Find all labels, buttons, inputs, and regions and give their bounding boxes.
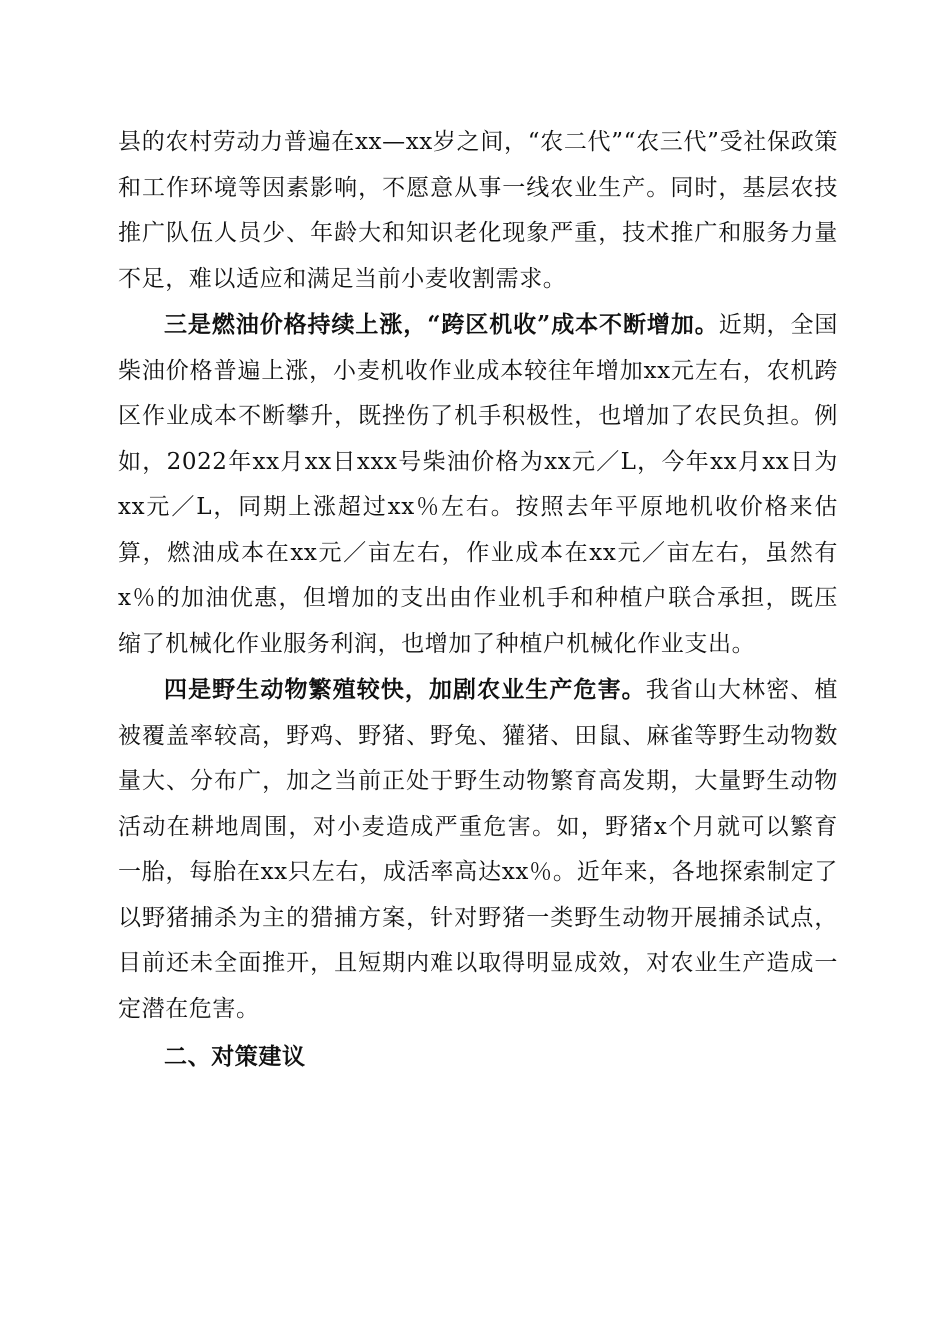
section-heading: 二、对策建议	[164, 1043, 306, 1070]
paragraph-lead: 四是野生动物繁殖较快，加剧农业生产危害。	[164, 676, 646, 703]
paragraph-body: 近期，全国柴油价格普遍上涨，小麦机收作业成本较往年增加xx元左右，农机跨区作业成本不断攀升，既挫伤了机手积极性，也增加了农民负担。例如，2022年xx月xx日xxx号柴油价格为xx元／L，今年xx月xx日为xx元／L，同期上涨超过xx％左右。按照去年平原地机收价格来估算，燃油成本在xx元／亩左右，作业成本在xx元／亩左右，虽然有x％的加油优惠，但增加的支出由作业机手和种植户联合承担，既压缩了机械化作业服务利润，也增加了种植户机械化作业支出。	[118, 312, 839, 657]
paragraph-lead: 三是燃油价格持续上涨，“跨区机收”成本不断增加。	[164, 311, 719, 338]
paragraph-fuel-price	[118, 302, 838, 667]
paragraph-body: 县的农村劳动力普遍在xx—xx岁之间，“农二代”“农三代”受社保政策和工作环境等因素影响，不愿意从事一线农业生产。同时，基层农技推广队伍人员少、年龄大和知识老化现象严重，技术推广和服务力量不足，难以适应和满足当前小麦收割需求。	[118, 129, 838, 292]
paragraph-wildlife	[118, 667, 838, 1032]
document-page	[118, 119, 838, 1080]
paragraph-body: 我省山大林密、植被覆盖率较高，野鸡、野猪、野兔、獾猪、田鼠、麻雀等野生动物数量大、分布广，加之当前正处于野生动物繁育高发期，大量野生动物活动在耕地周围，对小麦造成严重危害。如，野猪x个月就可以繁育一胎，每胎在xx只左右，成活率高达xx％。近年来，各地探索制定了以野猪捕杀为主的猎捕方案，针对野猪一类野生动物开展捕杀试点，目前还未全面推开，且短期内难以取得明显成效，对农业生产造成一定潜在危害。	[118, 677, 839, 1022]
paragraph-continued	[118, 119, 838, 302]
